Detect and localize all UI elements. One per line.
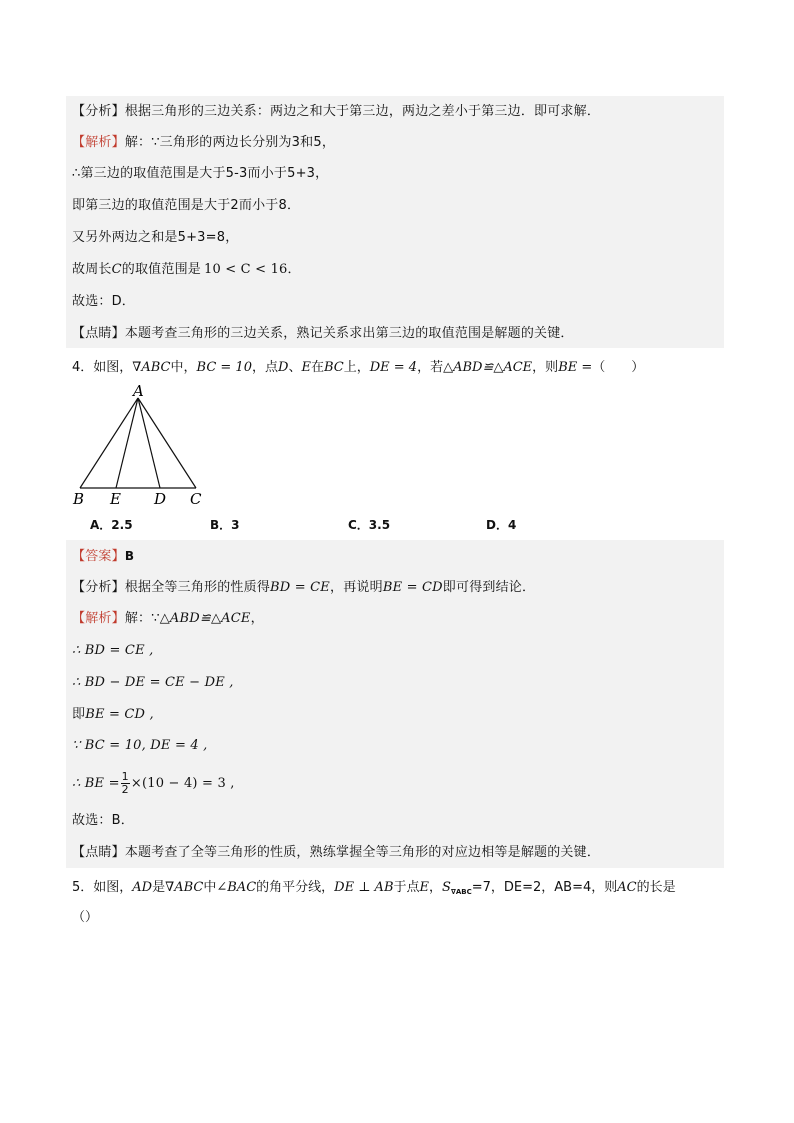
q4-step-4: [72, 730, 208, 762]
q3-perimeter-line: [72, 254, 301, 286]
text: 中，: [170, 360, 197, 375]
text: 是: [152, 880, 166, 895]
answer-tag: 【答案】: [72, 549, 125, 564]
math: E: [301, 360, 311, 375]
q5-stem: [72, 876, 676, 896]
answer-value: B: [124, 549, 135, 563]
text: 在: [310, 360, 324, 375]
q3-solution-line-2: [72, 158, 328, 190]
analysis-tag: 【分析】: [72, 580, 125, 595]
label-e: E: [110, 490, 121, 508]
side-ab: [80, 398, 138, 488]
math: ∠BAC: [216, 880, 257, 895]
math: DE ⊥ AB: [334, 880, 394, 895]
q3-solution-line-1: [72, 127, 335, 159]
q4-step-2: [72, 667, 234, 699]
text: 如图，: [93, 360, 133, 375]
triangle-figure: [70, 382, 220, 508]
choice-text: 故选：D．: [72, 294, 136, 309]
text: 的取值范围是: [121, 262, 201, 277]
segment-ad: [138, 398, 160, 488]
math: BE = CD ,: [85, 707, 154, 722]
q4-stem: [72, 356, 644, 375]
solution-text: ∴第三边的取值范围是大于5-3而小于5+3，: [72, 166, 329, 181]
text: 即可得到结论．: [442, 580, 536, 595]
math: ∴ BD − DE = CE − DE ,: [72, 675, 234, 690]
denominator: 2: [121, 783, 129, 796]
analysis-tag: 【分析】: [72, 104, 125, 119]
math: AC: [617, 880, 637, 895]
subscript: ∇ABC: [450, 888, 472, 896]
text: ，: [250, 611, 264, 626]
text: 即: [72, 707, 86, 722]
q4-step-3: [72, 699, 154, 731]
math: E: [419, 880, 430, 895]
segment-ae: [116, 398, 138, 488]
solution-text: 解：∵三角形的两边长分别为3和5，: [124, 135, 336, 150]
q5-stem-end: [72, 906, 98, 925]
q4-analysis-line: [72, 572, 535, 604]
text: 的长是: [636, 880, 676, 895]
fraction: [121, 771, 130, 796]
label-b: B: [73, 490, 85, 508]
label-a: A: [133, 382, 144, 400]
option-c: C．3.5: [348, 518, 391, 532]
numerator: 1: [121, 770, 129, 783]
math: ∇ABC: [165, 880, 204, 895]
text: ．: [287, 262, 301, 277]
q3-solution-line-3: [72, 190, 300, 222]
solution-tag: 【解析】: [72, 135, 125, 150]
q3-comment-line: [72, 318, 574, 350]
question-number: 5．: [72, 880, 94, 895]
q4-comment-line: [72, 837, 600, 869]
text: ，若: [417, 360, 444, 375]
q3-solution-line-4: [72, 222, 238, 254]
comment-tag: 【点睛】: [72, 326, 125, 341]
solution-tag: 【解析】: [72, 611, 125, 626]
text: ，再说明: [330, 580, 383, 595]
option-d: D．4: [486, 518, 517, 532]
q4-choice-line: [72, 805, 134, 837]
text: ，点: [251, 360, 278, 375]
text: 故周长: [72, 262, 112, 277]
comment-text: 本题考查了全等三角形的性质，熟练掌握全等三角形的对应边相等是解题的关键．: [124, 845, 601, 860]
label-c: C: [190, 490, 202, 508]
label-d: D: [154, 490, 167, 508]
side-ac: [138, 398, 196, 488]
text: 上，: [343, 360, 370, 375]
text: =7，DE=2，AB=4，则: [471, 880, 618, 895]
solution-text: 又另外两边之和是5+3=8，: [72, 230, 239, 245]
math: BD = CE: [270, 580, 330, 595]
text: 中: [203, 880, 217, 895]
q3-choice-line: [72, 286, 135, 318]
math: D: [278, 360, 289, 375]
question-number: 4．: [72, 360, 94, 375]
option-b: B．3: [210, 518, 240, 532]
analysis-text: 根据三角形的三边关系：两边之和大于第三边，两边之差小于第三边．即可求解．: [124, 104, 601, 119]
comment-tag: 【点睛】: [72, 845, 125, 860]
text: （ ）: [592, 360, 645, 375]
q4-step-5: [72, 766, 235, 802]
math: ∇ABC: [132, 360, 171, 375]
math-range: 10 < C < 16: [203, 262, 288, 277]
text: 根据全等三角形的性质得: [124, 580, 271, 595]
math: S: [442, 880, 451, 895]
q4-solution-line-1: [72, 603, 264, 635]
math: ×(10 − 4) = 3 ,: [130, 776, 235, 791]
solution-text: 即第三边的取值范围是大于2而小于8．: [72, 198, 301, 213]
q3-analysis-line: [72, 96, 600, 128]
math: BC = 10: [196, 360, 252, 375]
math: ∴ BD = CE ,: [72, 643, 154, 658]
math-var: C: [111, 262, 122, 277]
option-a: A．2.5: [90, 518, 133, 532]
math: BE = CD: [382, 580, 443, 595]
text: 如图，: [93, 880, 133, 895]
text: ，: [429, 880, 443, 895]
q4-step-1: [72, 635, 153, 667]
math: AD: [132, 880, 153, 895]
comment-text: 本题考查三角形的三边关系，熟记关系求出第三边的取值范围是解题的关键．: [124, 326, 574, 341]
text: 的角平分线，: [256, 880, 335, 895]
text: 于点: [393, 880, 420, 895]
text: ，则: [532, 360, 559, 375]
math: ∴ BE =: [72, 776, 120, 791]
math: △ABD≌△ACE: [443, 360, 533, 375]
math: BC: [323, 360, 344, 375]
math: BE =: [558, 360, 593, 375]
text: 、: [288, 360, 302, 375]
text: 解：∵: [124, 611, 160, 626]
q4-answer-line: [72, 540, 134, 572]
choice-text: 故选：B．: [72, 813, 134, 828]
math: ∵ BC = 10, DE = 4 ,: [72, 738, 208, 753]
math: △ABD≌△ACE: [159, 611, 251, 626]
math: DE = 4: [369, 360, 418, 375]
text: （）: [72, 910, 99, 925]
